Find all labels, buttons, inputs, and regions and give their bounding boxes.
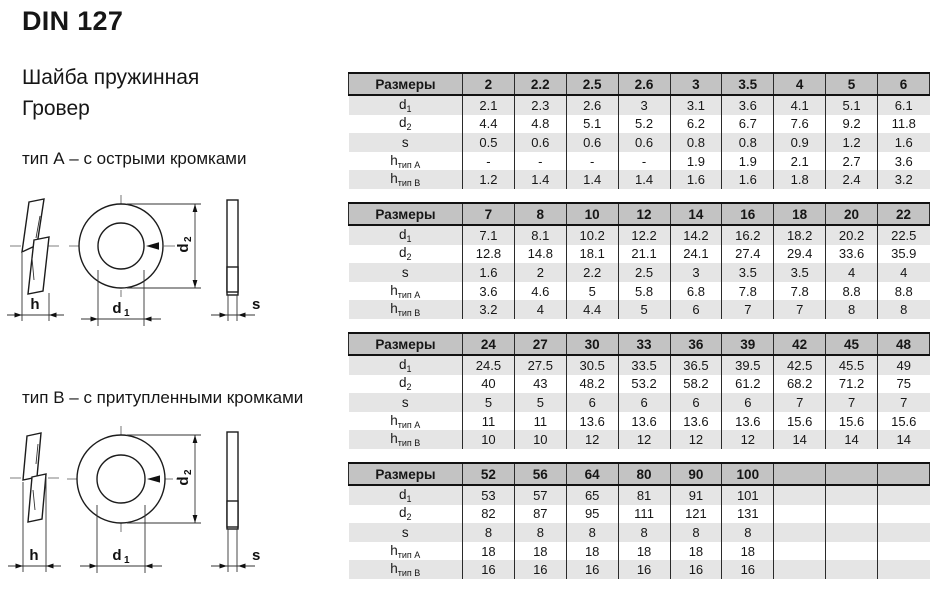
size-header-cell: 2.5 xyxy=(566,73,618,95)
value-cell: 11 xyxy=(514,412,566,431)
value-cell: 49 xyxy=(878,355,930,375)
value-cell: 10.2 xyxy=(566,225,618,245)
section-view xyxy=(211,432,260,572)
value-cell: 6 xyxy=(670,393,722,412)
value-cell: 8 xyxy=(618,523,670,542)
value-cell: 0.6 xyxy=(566,133,618,152)
value-cell: 2.1 xyxy=(463,95,515,115)
value-cell: 11 xyxy=(463,412,515,431)
type-a-label: тип А – с острыми кромками xyxy=(22,149,247,168)
value-cell: - xyxy=(566,152,618,171)
value-cell: 1.4 xyxy=(514,170,566,189)
value-cell: 4 xyxy=(826,263,878,282)
value-cell: 0.6 xyxy=(618,133,670,152)
hatched-section xyxy=(227,501,238,527)
value-cell: 8 xyxy=(722,523,774,542)
value-cell: 16 xyxy=(722,560,774,579)
value-cell xyxy=(826,485,878,505)
value-cell: 7.6 xyxy=(774,115,826,134)
value-cell: 36.5 xyxy=(670,355,722,375)
value-cell: 16 xyxy=(566,560,618,579)
value-cell xyxy=(774,542,826,561)
value-cell: 3.6 xyxy=(894,153,913,169)
size-header-cell: 27 xyxy=(514,333,566,355)
value-cell: 6.2 xyxy=(670,115,722,134)
value-cell: 0.8 xyxy=(722,133,774,152)
size-header-cell: 12 xyxy=(618,203,670,225)
value-cell: 8 xyxy=(878,300,930,319)
value-cell: 43 xyxy=(514,375,566,394)
size-header-cell xyxy=(774,463,826,485)
page-subtitle xyxy=(22,62,199,124)
side-view xyxy=(10,433,61,522)
size-header-cell: 2.2 xyxy=(514,73,566,95)
size-header-cell: 48 xyxy=(878,333,930,355)
value-cell: 87 xyxy=(514,505,566,524)
value-cell: 16 xyxy=(618,560,670,579)
value-cell: 81 xyxy=(618,485,670,505)
value-cell: 13.6 xyxy=(722,412,774,431)
value-cell: - xyxy=(514,152,566,171)
value-cell: 27.5 xyxy=(514,355,566,375)
subtitle-line-1: Шайба пружинная xyxy=(22,66,200,89)
value-cell: 16 xyxy=(670,560,722,579)
value-cell: 53 xyxy=(463,485,515,505)
value-cell: 16.2 xyxy=(722,225,774,245)
value-cell: 101 xyxy=(722,485,774,505)
d2-dim-sub: 2 xyxy=(183,469,194,475)
table-row xyxy=(349,430,930,449)
value-cell: 2.2 xyxy=(566,263,618,282)
value-cell: 6 xyxy=(670,300,722,319)
size-header-cell: 80 xyxy=(618,463,670,485)
value-cell xyxy=(774,485,826,505)
dimension-table-4 xyxy=(348,462,930,579)
size-header-cell: 7 xyxy=(463,203,515,225)
hatched-section xyxy=(227,267,238,292)
table-row xyxy=(349,542,930,561)
value-cell: 14.2 xyxy=(670,225,722,245)
size-header-cell: 18 xyxy=(774,203,826,225)
size-header-cell xyxy=(826,463,878,485)
size-header-cell: 3.5 xyxy=(722,73,774,95)
value-cell: 11.8 xyxy=(891,116,916,132)
value-cell: 14 xyxy=(826,430,878,449)
value-cell: 5.1 xyxy=(566,115,618,134)
value-cell: 12 xyxy=(670,430,722,449)
value-cell: 15.6 xyxy=(891,413,917,429)
dimension-table-2 xyxy=(348,202,930,319)
value-cell: 68.2 xyxy=(774,375,826,394)
inner-circle xyxy=(98,223,144,269)
value-cell: 1.8 xyxy=(774,170,826,189)
table-row xyxy=(349,263,930,282)
value-cell: 16 xyxy=(514,560,566,579)
value-cell: 0.6 xyxy=(514,133,566,152)
value-cell: 8.8 xyxy=(894,283,913,299)
value-cell: 33.5 xyxy=(618,355,670,375)
value-cell: 4.8 xyxy=(514,115,566,134)
value-cell: 12.8 xyxy=(463,245,515,264)
front-view xyxy=(69,195,176,297)
value-cell: 21.1 xyxy=(618,245,670,264)
value-cell: 6.1 xyxy=(878,95,930,115)
value-cell: 3.6 xyxy=(722,95,774,115)
size-header-cell: 10 xyxy=(566,203,618,225)
size-header-cell: 5 xyxy=(826,73,878,95)
value-cell: 13.6 xyxy=(618,412,670,431)
value-cell: 1.6 xyxy=(670,170,722,189)
size-header-cell: 2 xyxy=(463,73,515,95)
value-cell: 5 xyxy=(463,393,515,412)
value-cell: 10 xyxy=(514,430,566,449)
d1-dim-label: d xyxy=(112,547,122,564)
value-cell: 8 xyxy=(826,300,878,319)
d1-dim-label: d xyxy=(112,300,122,317)
dimension-table-1 xyxy=(348,72,930,189)
value-cell: 121 xyxy=(670,505,722,524)
value-cell: 18 xyxy=(618,542,670,561)
table-row xyxy=(349,505,930,524)
value-cell: 4.1 xyxy=(774,95,826,115)
row-label: $d_2$ xyxy=(349,115,463,134)
row-label: s xyxy=(349,523,463,542)
value-cell: 8 xyxy=(670,523,722,542)
size-header-cell: 2.6 xyxy=(618,73,670,95)
value-cell: 95 xyxy=(566,505,618,524)
value-cell: 30.5 xyxy=(566,355,618,375)
table-row xyxy=(349,115,930,134)
value-cell: 45.5 xyxy=(826,355,878,375)
value-cell: 1.6 xyxy=(878,133,930,152)
value-cell: 2.4 xyxy=(826,170,878,189)
type-b-drawing xyxy=(5,420,275,588)
value-cell: 0.5 xyxy=(463,133,515,152)
value-cell: 3.5 xyxy=(774,263,826,282)
d1-dim-sub: 1 xyxy=(124,555,130,566)
row-label: $h_{тип B}$ xyxy=(349,170,463,189)
row-label: $d_2$ xyxy=(349,245,463,264)
size-header-cell: 56 xyxy=(514,463,566,485)
value-cell: 8 xyxy=(463,523,515,542)
size-header-cell: 22 xyxy=(878,203,930,225)
value-cell: 15.6 xyxy=(826,412,878,431)
h-dim-label: h xyxy=(30,296,40,313)
table-row xyxy=(349,170,930,189)
row-label: $h_{тип А}$ xyxy=(349,542,463,561)
value-cell: 16 xyxy=(463,560,515,579)
value-cell: 2.3 xyxy=(514,95,566,115)
size-header-cell: 100 xyxy=(722,463,774,485)
value-cell: 91 xyxy=(670,485,722,505)
value-cell: 3.1 xyxy=(670,95,722,115)
value-cell: 8.8 xyxy=(826,282,878,301)
value-cell: - xyxy=(618,152,670,171)
row-label: s xyxy=(349,393,463,412)
value-cell: 5.8 xyxy=(618,282,670,301)
value-cell: 18 xyxy=(722,542,774,561)
value-cell: 10 xyxy=(463,430,515,449)
value-cell xyxy=(878,523,930,542)
value-cell: 57 xyxy=(514,485,566,505)
value-cell: 7 xyxy=(774,300,826,319)
value-cell: 4.4 xyxy=(463,115,515,134)
table-row xyxy=(349,300,930,319)
table-row xyxy=(349,560,930,579)
value-cell: 1.9 xyxy=(722,152,774,171)
value-cell: 1.6 xyxy=(463,263,515,282)
value-cell: 27.4 xyxy=(722,245,774,264)
row-label: $d_1$ xyxy=(349,355,463,375)
size-header-cell: 4 xyxy=(774,73,826,95)
value-cell: 7.8 xyxy=(774,282,826,301)
inner-circle xyxy=(97,455,145,503)
subtitle-line-2: Гровер xyxy=(22,97,90,120)
value-cell: 2.5 xyxy=(618,263,670,282)
value-cell: 18 xyxy=(463,542,515,561)
row-label: $h_{тип А}$ xyxy=(349,282,463,301)
value-cell: 24.1 xyxy=(670,245,722,264)
size-header-cell: 20 xyxy=(826,203,878,225)
table-row xyxy=(349,133,930,152)
size-header-cell: 8 xyxy=(514,203,566,225)
value-cell: 8 xyxy=(566,523,618,542)
type-a-drawing xyxy=(5,190,275,340)
value-cell: 2.6 xyxy=(566,95,618,115)
value-cell: 4.4 xyxy=(566,300,618,319)
table-row xyxy=(349,355,930,375)
side-view xyxy=(10,199,61,294)
row-label: $d_2$ xyxy=(349,505,463,524)
value-cell: 71.2 xyxy=(826,375,878,394)
table-row xyxy=(349,412,930,431)
value-cell: 12 xyxy=(618,430,670,449)
value-cell: 4 xyxy=(878,263,930,282)
size-header-cell: 90 xyxy=(670,463,722,485)
row-label: $h_{тип А}$ xyxy=(349,152,463,171)
section-view xyxy=(211,200,260,321)
value-cell: 65 xyxy=(566,485,618,505)
value-cell: 1.2 xyxy=(463,170,515,189)
value-cell: 13.6 xyxy=(566,412,618,431)
value-cell: 4.6 xyxy=(514,282,566,301)
value-cell xyxy=(826,505,878,524)
table-row xyxy=(349,225,930,245)
d2-dim-label: d xyxy=(175,476,192,486)
value-cell: 7 xyxy=(774,393,826,412)
value-cell: 75 xyxy=(896,376,911,392)
row-label: $h_{тип B}$ xyxy=(349,560,463,579)
value-cell: 3.2 xyxy=(878,170,930,189)
value-cell: 3.6 xyxy=(463,282,515,301)
value-cell: 61.2 xyxy=(722,375,774,394)
row-label: s xyxy=(349,263,463,282)
value-cell: 7.8 xyxy=(722,282,774,301)
row-label: $d_1$ xyxy=(349,95,463,115)
value-cell: 7 xyxy=(878,393,930,412)
size-header-cell: 3 xyxy=(670,73,722,95)
value-cell: 9.2 xyxy=(826,115,878,134)
value-cell: 18.1 xyxy=(566,245,618,264)
value-cell xyxy=(878,505,930,524)
value-cell: 14 xyxy=(774,430,826,449)
type-b-label: тип B – с притупленными кромками xyxy=(22,388,304,407)
dimension-table-3 xyxy=(348,332,930,449)
value-cell xyxy=(774,560,826,579)
value-cell: 14.8 xyxy=(514,245,566,264)
value-cell: 0.8 xyxy=(670,133,722,152)
value-cell: 8 xyxy=(514,523,566,542)
size-header-cell: 45 xyxy=(826,333,878,355)
table-row xyxy=(349,245,930,264)
row-label: $h_{тип B}$ xyxy=(349,300,463,319)
value-cell: 18 xyxy=(514,542,566,561)
value-cell: 111 xyxy=(618,505,670,524)
value-cell: 20.2 xyxy=(826,225,878,245)
size-header-cell: 52 xyxy=(463,463,515,485)
value-cell: 2.1 xyxy=(774,152,826,171)
value-cell xyxy=(826,523,878,542)
size-header-cell xyxy=(878,463,930,485)
value-cell: 24.5 xyxy=(463,355,515,375)
value-cell: 12 xyxy=(566,430,618,449)
value-cell: 1.4 xyxy=(566,170,618,189)
value-cell: 2.7 xyxy=(826,152,878,171)
value-cell: 3 xyxy=(670,263,722,282)
value-cell: 18 xyxy=(566,542,618,561)
table-header-label: Размеры xyxy=(349,73,463,95)
size-header-cell: 33 xyxy=(618,333,670,355)
value-cell: 8.1 xyxy=(514,225,566,245)
size-header-cell: 30 xyxy=(566,333,618,355)
size-header-cell: 6 xyxy=(878,73,930,95)
value-cell: 1.6 xyxy=(722,170,774,189)
d2-dim-sub: 2 xyxy=(183,236,194,242)
size-header-cell: 16 xyxy=(722,203,774,225)
value-cell: 3 xyxy=(618,95,670,115)
value-cell: 39.5 xyxy=(722,355,774,375)
value-cell: 0.9 xyxy=(774,133,826,152)
value-cell: 7 xyxy=(722,300,774,319)
table-row xyxy=(349,485,930,505)
front-view xyxy=(67,426,177,532)
value-cell: 40 xyxy=(463,375,515,394)
value-cell: 15.6 xyxy=(774,412,826,431)
value-cell: 18 xyxy=(670,542,722,561)
value-cell: 29.4 xyxy=(774,245,826,264)
value-cell: 7 xyxy=(826,393,878,412)
value-cell: 1.4 xyxy=(618,170,670,189)
size-header-cell: 39 xyxy=(722,333,774,355)
row-label: $d_1$ xyxy=(349,225,463,245)
value-cell: 42.5 xyxy=(774,355,826,375)
s-dim-label: s xyxy=(252,296,261,313)
value-cell xyxy=(878,560,930,579)
table-header-label: Размеры xyxy=(349,463,463,485)
value-cell xyxy=(774,523,826,542)
value-cell xyxy=(826,542,878,561)
row-label: $d_2$ xyxy=(349,375,463,394)
value-cell: 58.2 xyxy=(670,375,722,394)
row-label: $d_1$ xyxy=(349,485,463,505)
value-cell xyxy=(878,485,930,505)
row-label: $h_{тип B}$ xyxy=(349,430,463,449)
value-cell: 5 xyxy=(618,300,670,319)
s-dim-label: s xyxy=(252,547,261,564)
value-cell: 4 xyxy=(514,300,566,319)
value-cell: 82 xyxy=(463,505,515,524)
value-cell: 1.2 xyxy=(826,133,878,152)
value-cell: 2 xyxy=(514,263,566,282)
value-cell: 35.9 xyxy=(891,246,917,262)
value-cell: - xyxy=(463,152,515,171)
size-header-cell: 14 xyxy=(670,203,722,225)
value-cell: 5 xyxy=(566,282,618,301)
h-dim-label: h xyxy=(29,547,39,564)
value-cell: 7.1 xyxy=(463,225,515,245)
value-cell: 5 xyxy=(514,393,566,412)
value-cell: 12 xyxy=(722,430,774,449)
value-cell: 22.5 xyxy=(878,225,930,245)
value-cell xyxy=(878,542,930,561)
value-cell: 48.2 xyxy=(566,375,618,394)
value-cell: 3.5 xyxy=(722,263,774,282)
value-cell: 33.6 xyxy=(826,245,878,264)
value-cell: 6 xyxy=(566,393,618,412)
table-row xyxy=(349,95,930,115)
value-cell: 6.7 xyxy=(722,115,774,134)
value-cell: 12.2 xyxy=(618,225,670,245)
value-cell: 5.2 xyxy=(618,115,670,134)
value-cell: 5.1 xyxy=(826,95,878,115)
table-row xyxy=(349,393,930,412)
table-header-label: Размеры xyxy=(349,333,463,355)
d1-dim-sub: 1 xyxy=(124,308,130,319)
table-header-label: Размеры xyxy=(349,203,463,225)
d2-dim-label: d xyxy=(175,243,192,253)
value-cell xyxy=(826,560,878,579)
value-cell xyxy=(774,505,826,524)
value-cell: 13.6 xyxy=(670,412,722,431)
value-cell: 1.9 xyxy=(670,152,722,171)
row-label: $h_{тип А}$ xyxy=(349,412,463,431)
size-header-cell: 36 xyxy=(670,333,722,355)
value-cell: 6 xyxy=(722,393,774,412)
page-title: DIN 127 xyxy=(22,6,124,36)
size-header-cell: 24 xyxy=(463,333,515,355)
value-cell: 131 xyxy=(722,505,774,524)
table-row xyxy=(349,523,930,542)
value-cell: 6.8 xyxy=(670,282,722,301)
value-cell: 14 xyxy=(878,430,930,449)
table-row xyxy=(349,282,930,301)
value-cell: 6 xyxy=(618,393,670,412)
row-label: s xyxy=(349,133,463,152)
value-cell: 18.2 xyxy=(774,225,826,245)
size-header-cell: 42 xyxy=(774,333,826,355)
value-cell: 53.2 xyxy=(618,375,670,394)
value-cell: 3.2 xyxy=(463,300,515,319)
size-header-cell: 64 xyxy=(566,463,618,485)
table-row xyxy=(349,152,930,171)
table-row xyxy=(349,375,930,394)
